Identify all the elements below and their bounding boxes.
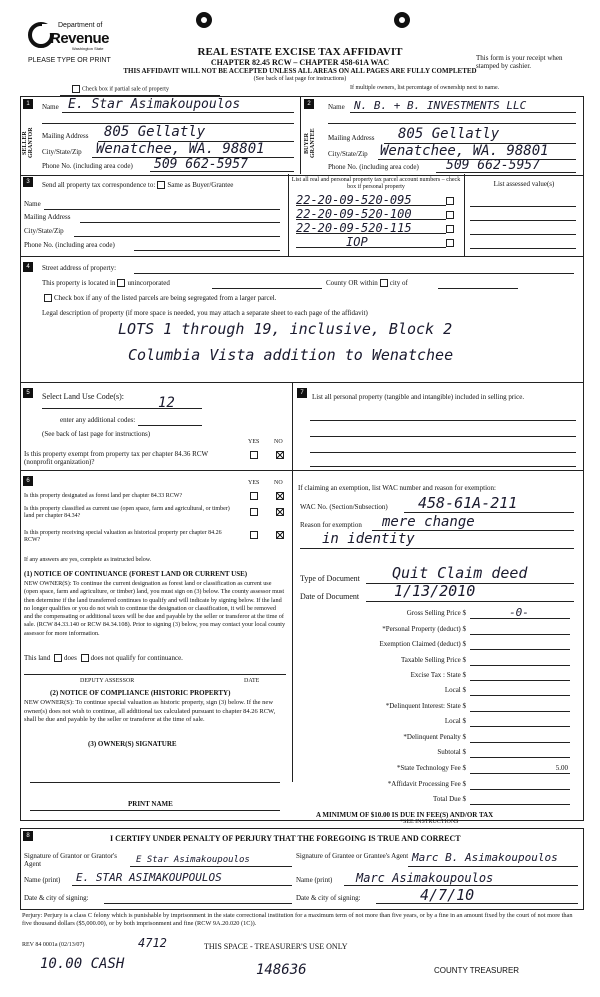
rule — [42, 408, 202, 409]
county-treasurer-label: COUNTY TREASURER — [434, 966, 520, 975]
rule — [470, 206, 576, 207]
section-number: 5 — [23, 388, 33, 398]
grantee-signature[interactable]: Marc B. Asimakoupoulos — [412, 851, 558, 864]
buyer-mail-label: Mailing Address — [328, 134, 375, 142]
personal-property-label: List all personal property (tangible and intangible) included in selling price. — [312, 393, 525, 401]
seller-grantor-label: SELLER GRANTOR — [22, 127, 34, 159]
rule — [212, 288, 322, 289]
send-correspondence: Send all property tax correspondence to: Same as Buyer/Grantee — [42, 181, 234, 189]
partial-sale: Check box if partial sale of property — [70, 85, 169, 93]
forest-question: Is this property designated as forest land per chapter 84.33 RCW? — [24, 493, 183, 499]
section-number: 6 — [23, 476, 33, 486]
multiple-owners-note: If multiple owners, list percentage of ownership next to name. — [350, 85, 500, 91]
section-number: 8 — [23, 831, 33, 841]
dept-top: Department of — [58, 22, 103, 29]
treasurer-space-label: THIS SPACE - TREASURER'S USE ONLY — [204, 942, 348, 951]
located-in: This property is located in unincorporated — [42, 279, 170, 287]
deputy-assessor-label: DEPUTY ASSESSOR — [80, 678, 135, 684]
segregated-note: Check box if any of the listed parcels are being segregated from a larger parcel. — [42, 294, 276, 302]
fee-label: *Delinquent Interest: State $ — [385, 702, 466, 710]
grantor-signature[interactable]: E Star Asimakoupoulos — [136, 855, 250, 865]
chapter-ref: CHAPTER 82.45 RCW – CHAPTER 458-61A WAC — [210, 58, 390, 67]
claim-exemption-label: If claiming an exemption, list WAC number and reason for exemption: — [298, 484, 496, 492]
rule — [72, 885, 292, 886]
forest-no-checkbox[interactable] — [276, 492, 284, 500]
rule — [376, 903, 578, 904]
fee-label: Gross Selling Price $ — [406, 609, 466, 617]
rule — [404, 512, 574, 513]
see-back-land-use: (See back of last page for instructions) — [42, 430, 151, 438]
fee-value[interactable]: -0- — [509, 606, 529, 619]
same-as-buyer-checkbox[interactable] — [157, 181, 165, 189]
receipt-number: 148636 — [256, 962, 307, 978]
parcel-number[interactable]: 22-20-09-520-095 — [296, 193, 412, 207]
land-use-label: Select Land Use Code(s): — [42, 392, 124, 401]
binder-hole — [394, 12, 410, 28]
receipt-note: This form is your receipt when stamped by cashier. — [476, 54, 563, 70]
reason-line-1[interactable]: mere change — [382, 514, 475, 530]
fee-row — [300, 780, 570, 788]
rule — [470, 248, 576, 249]
legal-label: Legal description of property (if more space is needed, you may attach a separate sheet to each page of the affidavit) — [42, 309, 368, 317]
buyer-grantee-label: BUYER GRANTEE — [304, 128, 316, 158]
dept-sub: Washington State — [72, 46, 104, 51]
rule — [130, 866, 292, 867]
section-number: 4 — [23, 262, 33, 272]
fee-row — [300, 717, 570, 725]
exempt-question: Is this property exempt from property tax per chapter 84.36 RCW (nonprofit organization)? — [24, 450, 208, 466]
fee-row — [300, 702, 570, 710]
rule — [296, 205, 446, 206]
fee-label: Total Due $ — [433, 795, 466, 803]
seller-name-label: Name — [42, 103, 59, 111]
fee-label: *State Technology Fee $ — [396, 764, 466, 772]
current-use-question: Is this property classified as current use (open space, farm and agricultural, or timber) land per chapter 84.34? — [24, 506, 230, 519]
buyer-name-label: Name — [328, 103, 345, 111]
rule — [134, 250, 280, 251]
seller-city-label: City/State/Zip — [42, 148, 82, 156]
grantee-name-label: Name (print) — [296, 876, 333, 884]
rule — [30, 810, 280, 811]
see-back-header: (See back of last page for instructions) — [253, 76, 347, 82]
qualify-line: This land does does not qualify for continuance. — [24, 654, 183, 662]
rule — [296, 247, 446, 248]
no-header: NO — [274, 480, 283, 486]
see-instructions: *SEE INSTRUCTIONS — [400, 819, 459, 825]
buyer-phone[interactable]: 509 662-5957 — [446, 158, 540, 173]
fee-value[interactable]: 5.00 — [555, 764, 568, 772]
grantor-name-label: Name (print) — [24, 876, 61, 884]
seller-phone[interactable]: 509 662-5957 — [154, 157, 248, 172]
cash-note: 10.00 CASH — [40, 956, 125, 972]
divider — [20, 470, 582, 471]
buyer-city-label: City/State/Zip — [328, 150, 368, 158]
rule — [138, 425, 202, 426]
rule — [74, 236, 280, 237]
personal-property-checkbox[interactable] — [446, 197, 454, 205]
buyer-city[interactable]: Wenatchee, WA. 98801 — [380, 143, 549, 159]
fee-label: *Affidavit Processing Fee $ — [387, 780, 466, 788]
rule — [470, 220, 576, 221]
partial-sale-checkbox[interactable] — [72, 85, 80, 93]
notice-continuance-title: (1) NOTICE OF CONTINUANCE (FOREST LAND OR CURRENT USE) — [24, 570, 248, 578]
seller-name[interactable]: E. Star Asimakoupoulos — [68, 97, 241, 112]
within-city-checkbox[interactable] — [380, 279, 388, 287]
historic-no-checkbox[interactable] — [276, 531, 284, 539]
doc-date[interactable]: 1/13/2010 — [394, 582, 476, 600]
parcel-row — [296, 221, 462, 235]
type-print-note: PLEASE TYPE OR PRINT — [28, 57, 111, 64]
owner-signature-label: (3) OWNER(S) SIGNATURE — [88, 740, 177, 748]
grantee-date[interactable]: 4/7/10 — [420, 886, 475, 904]
corr-city-label: City/State/Zip — [24, 227, 64, 235]
fee-label: *Personal Property (deduct) $ — [382, 625, 466, 633]
no-header: NO — [274, 439, 283, 445]
rule — [408, 866, 578, 867]
parcel-number[interactable]: 22-20-09-520-100 — [296, 207, 412, 221]
personal-property-checkbox[interactable] — [446, 211, 454, 219]
rule — [80, 222, 280, 223]
doc-type-label: Type of Document — [300, 574, 360, 583]
form-revision: REV 84 0001a (02/13/07) — [22, 942, 85, 948]
reason-line-2[interactable]: in identity — [322, 531, 415, 547]
parcel-row — [296, 193, 462, 207]
rule — [62, 112, 294, 113]
rule — [438, 288, 518, 289]
fee-row — [300, 795, 570, 803]
rule — [44, 209, 280, 210]
current-use-yes-checkbox[interactable] — [250, 508, 258, 516]
grantor-date-label: Date & city of signing: — [24, 894, 89, 902]
parcel-number[interactable]: 22-20-09-520-115 — [296, 221, 412, 235]
fee-row — [300, 656, 570, 664]
warning-text: THIS AFFIDAVIT WILL NOT BE ACCEPTED UNLESS ALL AREAS ON ALL PAGES ARE FULLY COMPLETED — [123, 67, 477, 75]
yes-header: YES — [248, 439, 260, 445]
seller-mail[interactable]: 805 Gellatly — [104, 124, 206, 140]
does-not-checkbox[interactable] — [81, 654, 89, 662]
grantor-sig-label: Signature of Grantor or Grantor's Agent — [24, 852, 118, 868]
parcel-row — [296, 207, 462, 221]
parcel-list — [296, 193, 462, 249]
fee-row — [300, 671, 570, 679]
fee-label: *Delinquent Penalty $ — [403, 733, 466, 741]
fee-row — [300, 625, 570, 633]
fee-row — [300, 606, 570, 619]
rule — [470, 234, 576, 235]
print-name-label: PRINT NAME — [128, 800, 173, 808]
fee-label: Taxable Selling Price $ — [400, 656, 466, 664]
assessed-header: List assessed value(s) — [493, 180, 555, 188]
parcel-header: List all real and personal property tax parcel account numbers – check box if personal property — [291, 177, 461, 190]
reason-label: Reason for exemption — [300, 521, 362, 529]
exempt-no-checkbox[interactable] — [276, 451, 284, 459]
any-yes-note: If any answers are yes, complete as instructed below. — [24, 557, 152, 563]
rule — [104, 903, 292, 904]
legal-line-2[interactable]: Columbia Vista addition to Wenatchee — [128, 346, 454, 364]
yes-header: YES — [248, 480, 260, 486]
wac-number[interactable]: 458-61A-211 — [418, 494, 518, 512]
notice-compliance-title: (2) NOTICE OF COMPLIANCE (HISTORIC PROPERTY) — [50, 689, 231, 697]
corr-phone-label: Phone No. (including area code) — [24, 241, 115, 249]
certify-statement: I CERTIFY UNDER PENALTY OF PERJURY THAT THE FOREGOING IS TRUE AND CORRECT — [110, 834, 461, 843]
forest-yes-checkbox[interactable] — [250, 492, 258, 500]
parcel-row — [296, 235, 462, 249]
fee-row — [300, 748, 570, 756]
grantee-date-label: Date & city of signing: — [296, 894, 361, 902]
grantee-sig-label: Signature of Grantee or Grantee's Agent — [296, 852, 409, 860]
section-number: 7 — [297, 388, 307, 398]
seller-city[interactable]: Wenatchee, WA. 98801 — [96, 141, 265, 157]
rule — [134, 273, 574, 274]
divider — [300, 96, 301, 174]
county-or-within: County OR within city of — [326, 279, 408, 287]
personal-property-checkbox[interactable] — [446, 239, 454, 247]
fee-label: Exemption Claimed (deduct) $ — [379, 640, 466, 648]
buyer-phone-label: Phone No. (including area code) — [328, 163, 419, 171]
corr-mail-label: Mailing Address — [24, 213, 71, 221]
page-title: REAL ESTATE EXCISE TAX AFFIDAVIT — [197, 46, 403, 58]
section-number: 1 — [23, 99, 33, 109]
fee-row — [300, 686, 570, 694]
exempt-yes-checkbox[interactable] — [250, 451, 258, 459]
rule — [310, 452, 576, 453]
rule — [328, 123, 576, 124]
fee-row — [300, 733, 570, 741]
unincorporated-checkbox[interactable] — [117, 279, 125, 287]
buyer-name[interactable]: N. B. + B. INVESTMENTS LLC — [354, 99, 527, 112]
seller-mail-label: Mailing Address — [42, 132, 89, 140]
wac-label: WAC No. (Section/Subsection) — [300, 503, 388, 511]
section-number: 3 — [23, 177, 33, 187]
fee-row — [300, 640, 570, 648]
legal-line-1[interactable]: LOTS 1 through 19, inclusive, Block 2 — [118, 320, 453, 338]
rule — [310, 466, 576, 467]
current-use-no-checkbox[interactable] — [276, 508, 284, 516]
grantee-printed-name[interactable]: Marc Asimakoupoulos — [356, 871, 494, 885]
street-label: Street address of property: — [42, 264, 117, 272]
divider — [288, 174, 289, 256]
fee-label: Local $ — [444, 717, 466, 725]
land-use-code[interactable]: 12 — [158, 395, 175, 411]
perjury-notice: Perjury: Perjury is a class C felony which is punishable by imprisonment in the state correctional institution for a maximum term of not more than five years, or by a fine in an amount fixed by the court of not more than five thousand dollars ($5,000.00), or by both imprisonment and fine (RCW 9A.20.020 (1C)). — [22, 912, 573, 927]
additional-codes-label: enter any additional codes: — [60, 416, 136, 424]
rule — [24, 674, 286, 675]
grantor-printed-name[interactable]: E. STAR ASIMAKOUPOULOS — [76, 871, 222, 884]
historic-question: Is this property receiving special valuation as historical property per chapter 84.26 RCW? — [24, 530, 222, 543]
segregated-checkbox[interactable] — [44, 294, 52, 302]
minimum-due-note: A MINIMUM OF $10.00 IS DUE IN FEE(S) AND/OR TAX — [316, 811, 494, 819]
dept-name: Revenue — [50, 30, 110, 47]
doc-type[interactable]: Quit Claim deed — [392, 564, 528, 582]
form-number-handwritten: 4712 — [138, 936, 167, 950]
personal-property-checkbox[interactable] — [446, 225, 454, 233]
fee-label: Excise Tax : State $ — [410, 671, 466, 679]
parcel-number[interactable]: IOP — [346, 235, 368, 249]
doc-date-label: Date of Document — [300, 592, 360, 601]
section-number: 2 — [304, 99, 314, 109]
fee-row — [300, 764, 570, 772]
date-label: DATE — [244, 678, 260, 684]
buyer-mail[interactable]: 805 Gellatly — [398, 126, 500, 142]
notice-compliance-text: NEW OWNER(S): To continue special valuation as historic property, sign (3) below. If the new owner(s) does not wish to continue, all additional tax calculated pursuant to chapter 84.26 RCW, shall be due and payable by the seller or transferor at the time of sale. — [24, 699, 276, 723]
rule — [350, 112, 576, 113]
rule — [30, 782, 280, 783]
corr-name-label: Name — [24, 200, 41, 208]
rule — [296, 219, 446, 220]
rule — [296, 233, 446, 234]
rule — [310, 436, 576, 437]
seller-phone-label: Phone No. (including area code) — [42, 162, 133, 170]
rule — [300, 548, 574, 549]
fee-label: Local $ — [444, 686, 466, 694]
binder-hole — [196, 12, 212, 28]
rule — [310, 420, 576, 421]
divider — [464, 174, 465, 256]
historic-yes-checkbox[interactable] — [250, 531, 258, 539]
notice-continuance-text: NEW OWNER(S): To continue the current designation as forest land or classification as current use (open space, farm and agriculture, or timber) land, you must sign on (3) below. The county assessor must then determine if the land transferred continues to qualify and will indicate by signing below. If the land no longer qualifies or you do not wish to continue the designation or classification, it will be removed and the compensating or additional taxes will be due and payable by the seller or transferor at the time of sale. (RCW 84.33.140 or RCW 84.34.108). Prior to signing (3) below, you may contact your local county assessor for more information. — [24, 580, 286, 637]
does-checkbox[interactable] — [54, 654, 62, 662]
fee-label: Subtotal $ — [437, 748, 466, 756]
rule — [366, 601, 574, 602]
